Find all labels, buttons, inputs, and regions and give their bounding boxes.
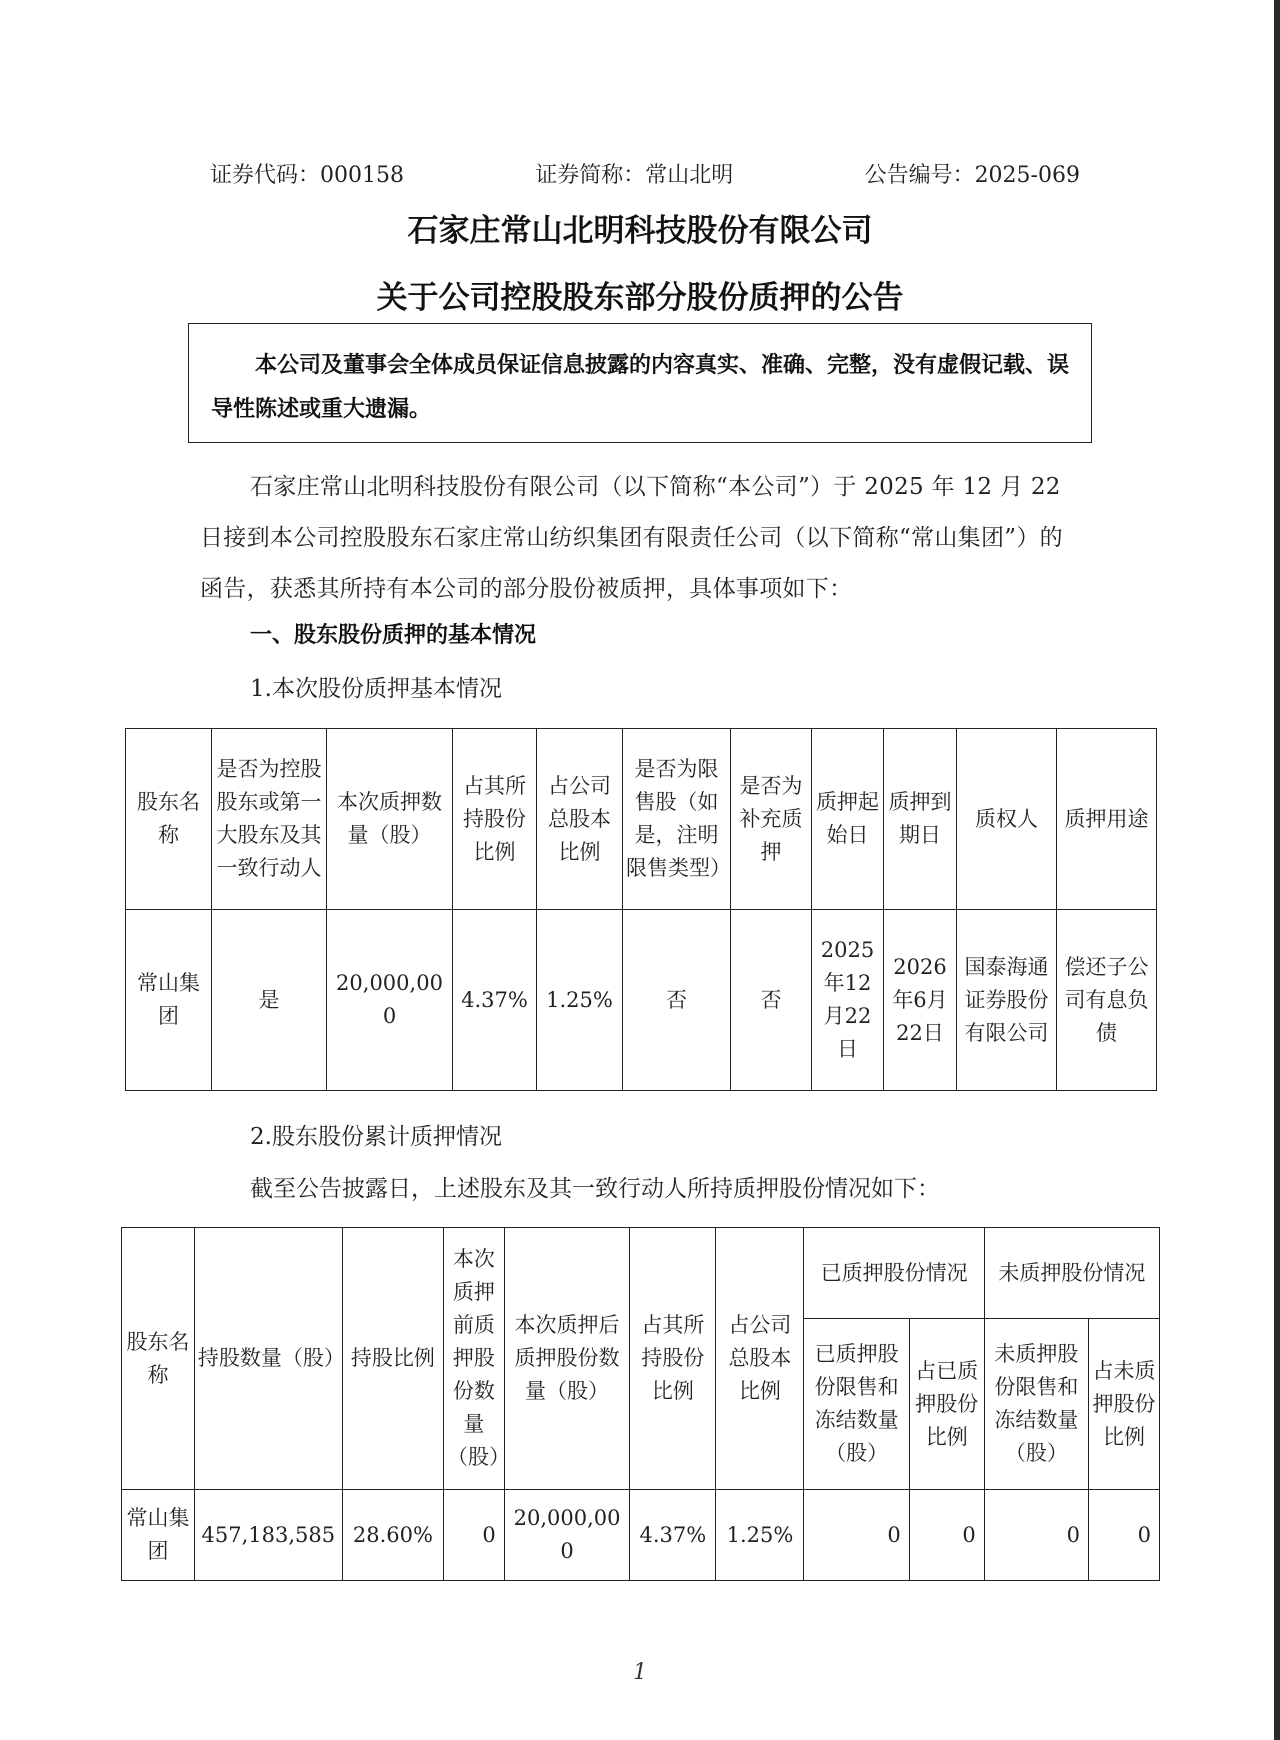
security-short-name: 证券简称：常山北明: [535, 163, 734, 188]
table-cell: 28.60%: [342, 1490, 443, 1581]
table-cell: 1.25%: [716, 1490, 804, 1581]
header-cell: 股东名称: [126, 729, 212, 910]
company-title: 石家庄常山北明科技股份有限公司: [407, 213, 873, 249]
announcement-title: 关于公司控股股东部分股份质押的公告: [376, 280, 904, 316]
cumulative-pledge-table: [121, 1227, 1160, 1581]
table-cell: 否: [623, 910, 731, 1091]
header-cell: 是否为控股股东或第一大股东及其一致行动人: [212, 729, 327, 910]
table-cell: 常山集团: [122, 1490, 195, 1581]
table-cell: 0: [1089, 1490, 1160, 1581]
table-cell: 457,183,585: [194, 1490, 342, 1581]
header-cell: 本次质押后质押股份数量（股）: [504, 1228, 630, 1490]
cumulative-intro: 截至公告披露日，上述股东及其一致行动人所持质押股份情况如下：: [250, 1176, 940, 1202]
page-edge: [1274, 0, 1280, 1740]
table-cell: 20,000,000: [327, 910, 453, 1091]
header-cell: 未质押股份限售和冻结数量（股）: [984, 1319, 1088, 1490]
subsection-heading-1: 1.本次股份质押基本情况: [250, 676, 502, 702]
group-header-pledged: 已质押股份情况: [804, 1228, 984, 1319]
table-cell: 2025年12月22日: [812, 910, 884, 1091]
header-cell: 是否为补充质押: [731, 729, 812, 910]
table-row: [126, 910, 1157, 1091]
document-header: [210, 158, 1080, 189]
header-cell: 质押到期日: [884, 729, 957, 910]
table-cell: 常山集团: [126, 910, 212, 1091]
header-cell: 占公司总股本比例: [716, 1228, 804, 1490]
table-cell: 20,000,000: [504, 1490, 630, 1581]
table-cell: 0: [909, 1490, 984, 1581]
table-row: [122, 1490, 1160, 1581]
table-cell: 4.37%: [453, 910, 537, 1091]
subsection-heading-2: 2.股东股份累计质押情况: [250, 1124, 502, 1150]
table-cell: 0: [984, 1490, 1088, 1581]
group-header-unpledged: 未质押股份情况: [984, 1228, 1159, 1319]
header-cell: 本次质押数量（股）: [327, 729, 453, 910]
table-cell: 是: [212, 910, 327, 1091]
page-number: 1: [633, 1660, 647, 1685]
table-cell: 2026年6月22日: [884, 910, 957, 1091]
header-cell: 占其所持股份比例: [453, 729, 537, 910]
header-cell: 占未质押股份比例: [1089, 1319, 1160, 1490]
header-cell: 是否为限售股（如是，注明限售类型）: [623, 729, 731, 910]
table-cell: 否: [731, 910, 812, 1091]
header-cell: 持股比例: [342, 1228, 443, 1490]
header-cell: 股东名称: [122, 1228, 195, 1490]
security-code: 证券代码：000158: [210, 163, 404, 188]
header-cell: 质权人: [957, 729, 1057, 910]
header-cell: 持股数量（股）: [194, 1228, 342, 1490]
table-header-row: [122, 1228, 1160, 1319]
intro-paragraph: 石家庄常山北明科技股份有限公司（以下简称“本公司”）于 2025 年 12 月 22 日接到本公司控股股东石家庄常山纺织集团有限责任公司（以下简称“常山集团”）的函告，获悉其所持有本公司的部分股份被质押，具体事项如下：: [200, 474, 1063, 602]
board-statement-box: 本公司及董事会全体成员保证信息披露的内容真实、准确、完整，没有虚假记载、误导性陈述或重大遗漏。: [188, 323, 1092, 443]
announcement-number: 公告编号：2025-069: [864, 163, 1080, 188]
header-cell: 占公司总股本比例: [537, 729, 623, 910]
table-cell: 0: [804, 1490, 909, 1581]
table-cell: 偿还子公司有息负债: [1057, 910, 1157, 1091]
section-heading: 一、股东股份质押的基本情况: [250, 623, 537, 648]
table-cell: 1.25%: [537, 910, 623, 1091]
table-cell: 4.37%: [630, 1490, 716, 1581]
header-cell: 已质押股份限售和冻结数量（股）: [804, 1319, 909, 1490]
header-cell: 质押用途: [1057, 729, 1157, 910]
table-cell: 0: [444, 1490, 505, 1581]
header-cell: 占其所持股份比例: [630, 1228, 716, 1490]
header-cell: 占已质押股份比例: [909, 1319, 984, 1490]
header-cell: 本次质押前质押股份数量（股）: [444, 1228, 505, 1490]
table-header-row: [126, 729, 1157, 910]
table-cell: 国泰海通证券股份有限公司: [957, 910, 1057, 1091]
header-cell: 质押起始日: [812, 729, 884, 910]
pledge-basic-table: [125, 728, 1157, 1091]
